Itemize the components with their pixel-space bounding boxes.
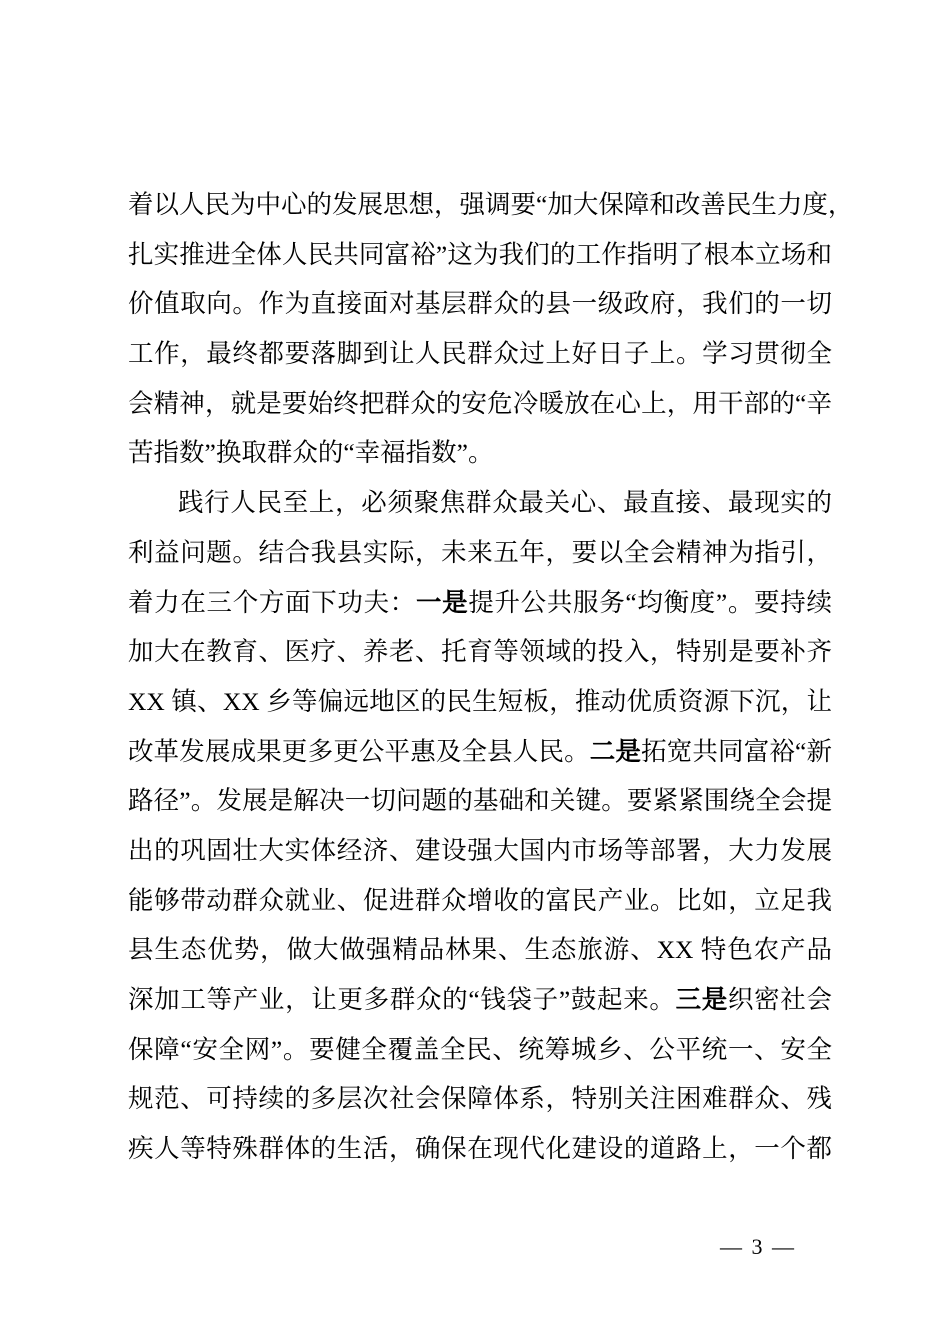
document-body [128, 180, 854, 1174]
text-line [128, 677, 832, 727]
text-segment: 改革发展成果更多更公平惠及全县人民。 [128, 736, 590, 766]
text-line [128, 478, 832, 528]
text-segment: 路径”。发展是解决一切问题的基础和关键。要紧紧围绕全会提 [128, 786, 832, 816]
text-segment: 提升公共服务“均衡度”。要持续 [468, 587, 832, 617]
text-line [128, 528, 832, 578]
text-line [128, 1025, 832, 1075]
text-line [128, 776, 832, 826]
text-line [128, 627, 832, 677]
text-segment: 深加工等产业，让更多群众的“钱袋子”鼓起来。 [128, 985, 676, 1014]
text-line [128, 230, 832, 280]
text-segment: 织密社会 [727, 985, 832, 1014]
text-segment: 拓宽共同富裕“新 [641, 736, 832, 766]
text-segment: 保障“安全网”。要健全覆盖全民、统筹城乡、公平统一、安全 [128, 1034, 832, 1064]
text-line [128, 876, 832, 926]
text-line [128, 428, 832, 478]
text-segment: 践行人民至上，必须聚焦群众最关心、最直接、最现实的 [178, 488, 832, 518]
text-line [128, 975, 832, 1025]
text-segment: 规范、可持续的多层次社会保障体系，特别关注困难群众、残 [128, 1084, 832, 1114]
text-line [128, 578, 832, 628]
text-segment: 出的巩固壮大实体经济、建设强大国内市场等部署，大力发展 [128, 835, 832, 865]
bold-keyword: 三是 [675, 985, 728, 1015]
text-segment: 着力在三个方面下功夫： [128, 587, 416, 617]
paragraph [128, 180, 854, 478]
text-line [128, 279, 832, 329]
text-line [128, 1124, 832, 1174]
paragraph [128, 478, 832, 1174]
text-segment: 利益问题。结合我县实际，未来五年，要以全会精神为指引， [128, 537, 832, 567]
text-line [128, 727, 832, 777]
text-segment: 加大在教育、医疗、养老、托育等领域的投入，特别是要补齐 [128, 637, 832, 667]
text-line [128, 925, 832, 975]
text-segment: 工作，最终都要落脚到让人民群众过上好日子上。学习贯彻全 [128, 339, 832, 369]
bold-keyword: 二是 [589, 736, 642, 767]
text-segment: 能够带动群众就业、促进群众增收的富民产业。比如，立足我 [128, 885, 832, 915]
text-segment: 会精神，就是要始终把群众的安危冷暖放在心上，用干部的“辛 [128, 388, 832, 418]
text-segment: 扎实推进全体人民共同富裕”这为我们的工作指明了根本立场和 [128, 239, 832, 269]
text-segment: 疾人等特殊群体的生活，确保在现代化建设的道路上，一个都 [128, 1134, 832, 1164]
text-line [128, 329, 832, 379]
text-line [128, 1074, 832, 1124]
text-line [128, 826, 832, 876]
text-segment: 着以人民为中心的发展思想，强调要“加大保障和改善民生力度， [128, 190, 854, 219]
text-segment: 价值取向。作为直接面对基层群众的县一级政府，我们的一切 [128, 289, 832, 319]
page-number: — 3 — [720, 1234, 796, 1259]
text-segment: 苦指数”换取群众的“幸福指数”。 [128, 438, 494, 468]
bold-keyword: 一是 [415, 587, 469, 618]
text-segment: 县生态优势，做大做强精品林果、生态旅游、XX 特色农产品 [128, 935, 832, 965]
text-line [128, 180, 854, 230]
text-segment: XX 镇、XX 乡等偏远地区的民生短板，推动优质资源下沉，让 [128, 686, 832, 716]
text-line [128, 379, 832, 429]
